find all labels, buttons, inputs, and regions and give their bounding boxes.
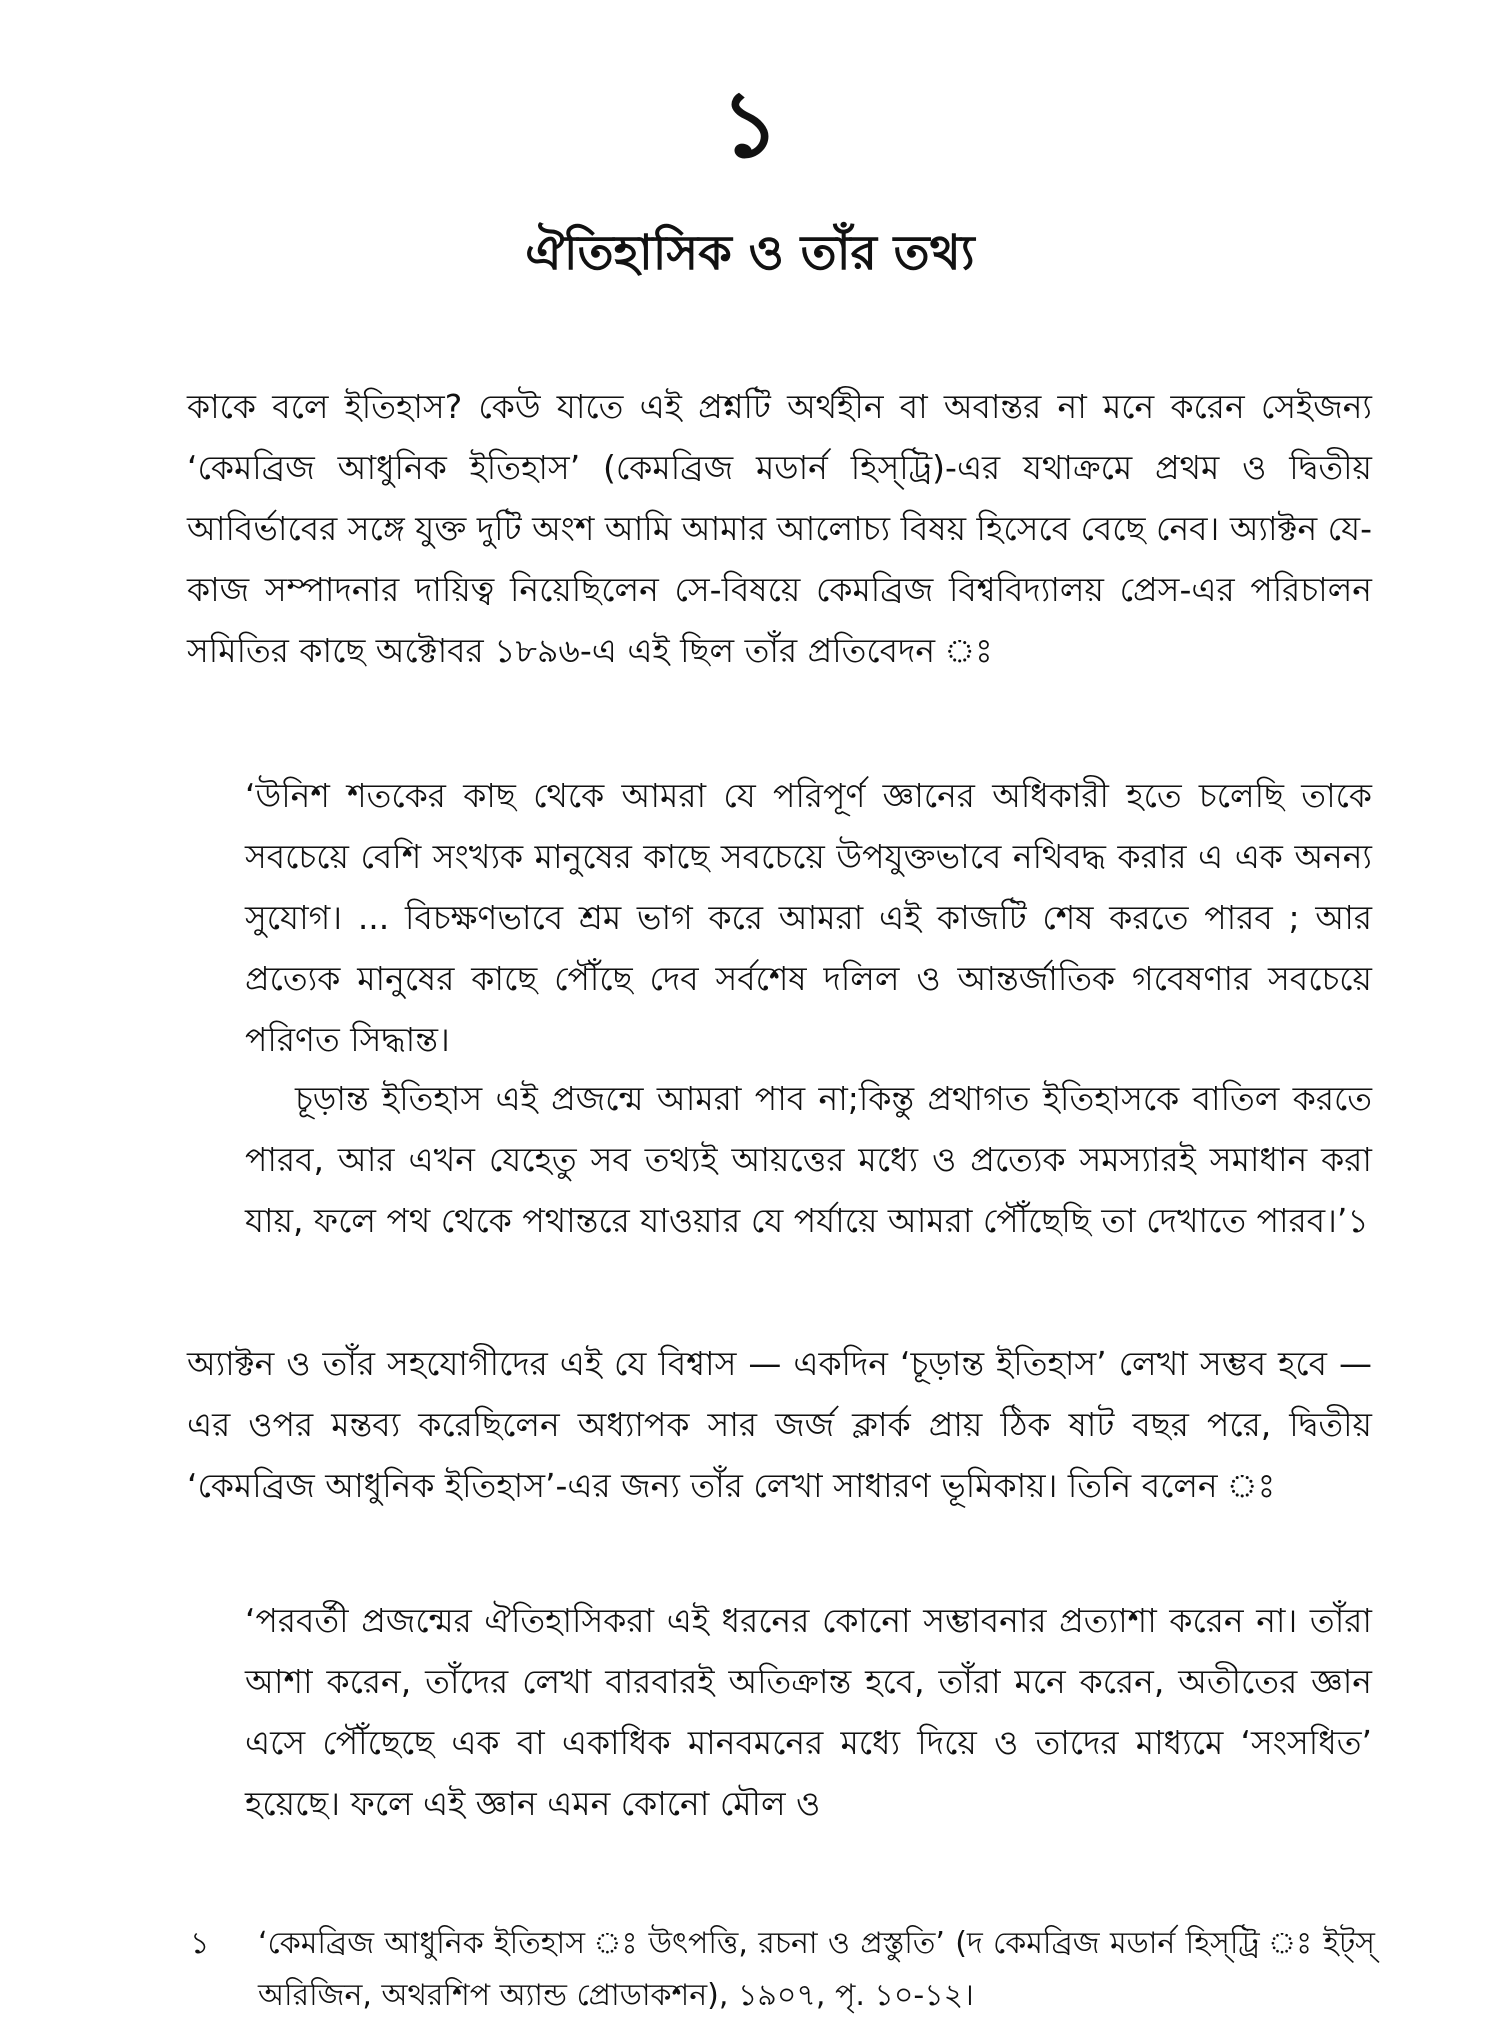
footnote-number: ১: [190, 1926, 210, 1961]
body-paragraph-1: কাকে বলে ইতিহাস? কেউ যাতে এই প্রশ্নটি অর্থহীন বা অবান্তর না মনে করেন সেইজন্য ‘কেমব্রিজ আধুনিক ইতিহাস’ (কেমব্রিজ মডার্ন হিস্‌ট্রি)-এর যথাক্রমে প্রথম ও দ্বিতীয় আবির্ভাবের সঙ্গে যুক্ত দুটি অংশ আমি আমার আলোচ্য বিষয় হিসেবে বেছে নেব। অ্যাক্টন যে-কাজ সম্পাদনার দায়িত্ব নিয়েছিলেন সে-বিষয়ে কেমব্রিজ বিশ্ববিদ্যালয় প্রেস-এর পরিচালন সমিতির কাছে অক্টোবর ১৮৯৬-এ এই ছিল তাঁর প্রতিবেদন ঃ: [187, 387, 1372, 670]
footnote: [190, 1918, 1375, 2022]
block-quote-2: ‘পরবর্তী প্রজন্মের ঐতিহাসিকরা এই ধরনের কোনো সম্ভাবনার প্রত্যাশা করেন না। তাঁরা আশা করেন, তাঁদের লেখা বারবারই অতিক্রান্ত হবে, তাঁরা মনে করেন, অতীতের জ্ঞান এসে পৌঁছেছে এক বা একাধিক মানবমনের মধ্যে দিয়ে ও তাদের মাধ্যমে ‘সংসধিত’ হয়েছে। ফলে এই জ্ঞান এমন কোনো মৌল ও: [245, 1601, 1372, 1823]
chapter-number: ১: [720, 71, 780, 178]
block-quote-1: ‘উনিশ শতকের কাছ থেকে আমরা যে পরিপূর্ণ জ্ঞানের অধিকারী হতে চলেছি তাকে সবচেয়ে বেশি সংখ্যক মানুষের কাছে সবচেয়ে উপযুক্তভাবে নথিবদ্ধ করার এ এক অনন্য সুযোগ। ... বিচক্ষণভাবে শ্রম ভাগ করে আমরা এই কাজটি শেষ করতে পারব ; আর প্রত্যেক মানুষের কাছে পৌঁছে দেব সর্বশেষ দলিল ও আন্তর্জাতিক গবেষণার সবচেয়ে পরিণত সিদ্ধান্ত।: [245, 776, 1372, 1059]
footnote-text: ‘কেমব্রিজ আধুনিক ইতিহাস ঃ উৎপত্তি, রচনা ও প্রস্তুতি’ (দ কেমব্রিজ মডার্ন হিস্‌ট্রি ঃ ইট্‌স্‌ অরিজিন, অথরশিপ অ্যান্ড প্রোডাকশন), ১৯০৭, পৃ. ১০-১২।: [258, 1926, 1375, 2013]
chapter-title: ঐতিহাসিক ও তাঁর তথ্য: [525, 225, 975, 281]
block-quote-1-continued: চূড়ান্ত ইতিহাস এই প্রজন্মে আমরা পাব না;কিন্তু প্রথাগত ইতিহাসকে বাতিল করতে পারব, আর এখন যেহেতু সব তথ্যই আয়ত্তের মধ্যে ও প্রত্যেক সমস্যারই সমাধান করা যায়, ফলে পথ থেকে পথান্তরে যাওয়ার যে পর্যায়ে আমরা পৌঁছেছি তা দেখাতে পারব।’১: [245, 1079, 1372, 1240]
body-paragraph-2: অ্যাক্টন ও তাঁর সহযোগীদের এই যে বিশ্বাস — একদিন ‘চূড়ান্ত ইতিহাস’ লেখা সম্ভব হবে — এর ওপর মন্তব্য করেছিলেন অধ্যাপক সার জর্জ ক্লার্ক প্রায় ঠিক ষাট বছর পরে, দ্বিতীয় ‘কেমব্রিজ আধুনিক ইতিহাস’-এর জন্য তাঁর লেখা সাধারণ ভূমিকায়। তিনি বলেন ঃ: [187, 1344, 1372, 1505]
